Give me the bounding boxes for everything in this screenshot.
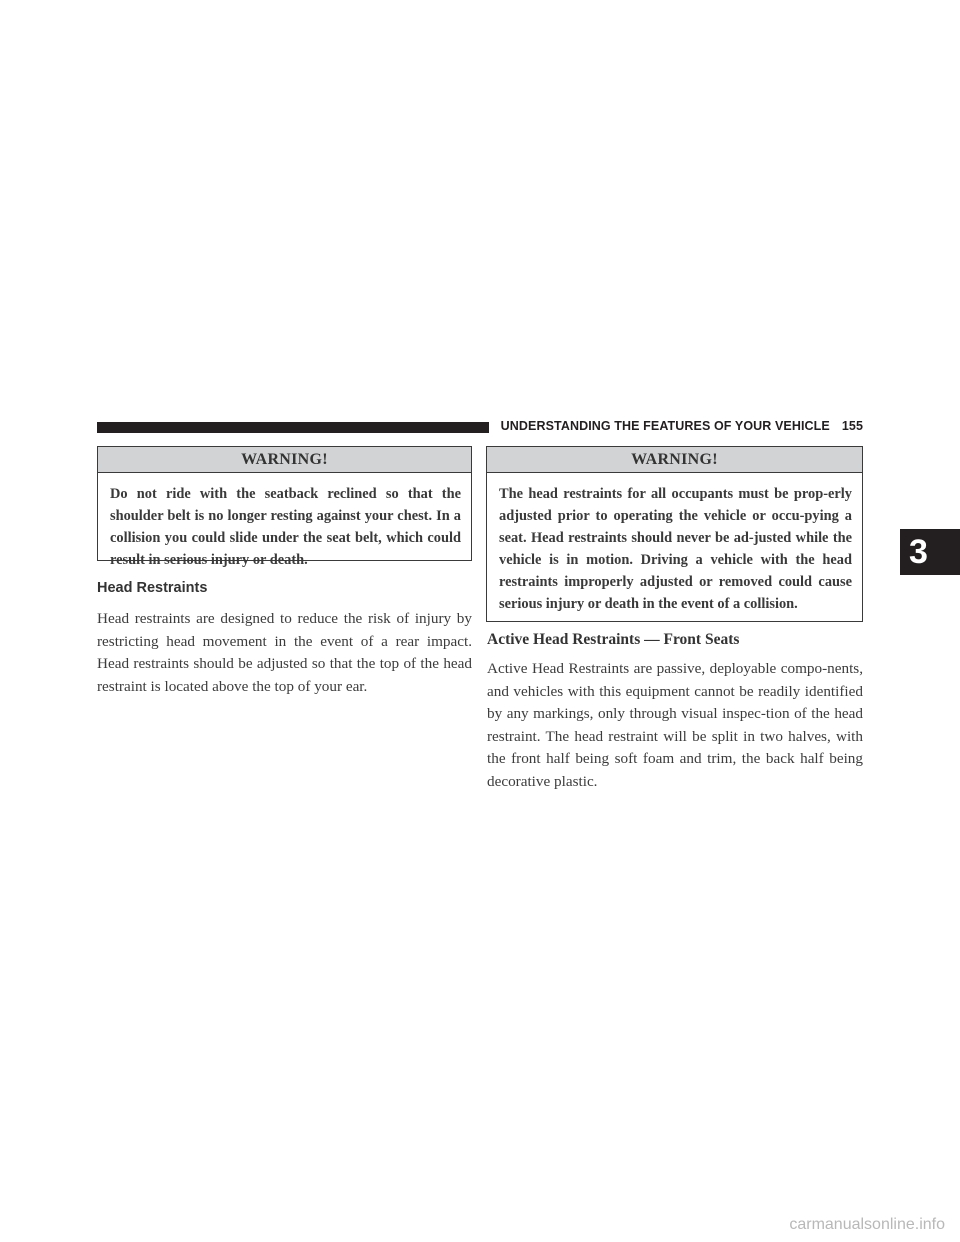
page-number: 155 (841, 419, 863, 433)
warning-box-seatback (97, 446, 472, 568)
warning-text: Do not ride with the seatback reclined so that the shoulder belt is no longer resting against your chest. In a collision you could slide under the seat belt, which could result in serious injury or death. (110, 486, 461, 568)
warning-text: The head restraints for all occupants must be prop-erly adjusted prior to operating the vehicle or occu-pying a seat. Head restraints should never be ad-justed while the vehicle is in motion. Driving a vehicle with the head restraints improperly adjusted or removed could cause serious injury or death in the event of a collision. (499, 486, 852, 612)
paragraph-active-head-restraints: Active Head Restraints are passive, deployable compo-nents, and vehicles with this equipment cannot be readily identified by any markings, only through visual inspec-tion of the head restraint. The head restraint will be split in two halves, with the front half being soft foam and trim, the back half being decorative plastic. (487, 660, 863, 790)
warning-label: WARNING! (487, 447, 862, 473)
warning-box-head-restraints (486, 446, 863, 622)
chapter-tab (900, 529, 960, 575)
watermark: carmanualsonline.info (789, 1216, 945, 1233)
warning-label: WARNING! (98, 447, 471, 473)
paragraph-head-restraints: Head restraints are designed to reduce the risk of injury by restricting head movement in the event of a rear impact. Head restraints should be adjusted so that the top of the head restraint is located above the top of your ear. (97, 610, 472, 695)
header-rule (97, 422, 489, 433)
chapter-number: 3 (909, 533, 928, 571)
running-header (497, 419, 863, 433)
section-title: UNDERSTANDING THE FEATURES OF YOUR VEHICLE (500, 419, 830, 433)
heading-active-head-restraints: Active Head Restraints — Front Seats (487, 631, 740, 648)
heading-head-restraints: Head Restraints (97, 580, 208, 596)
